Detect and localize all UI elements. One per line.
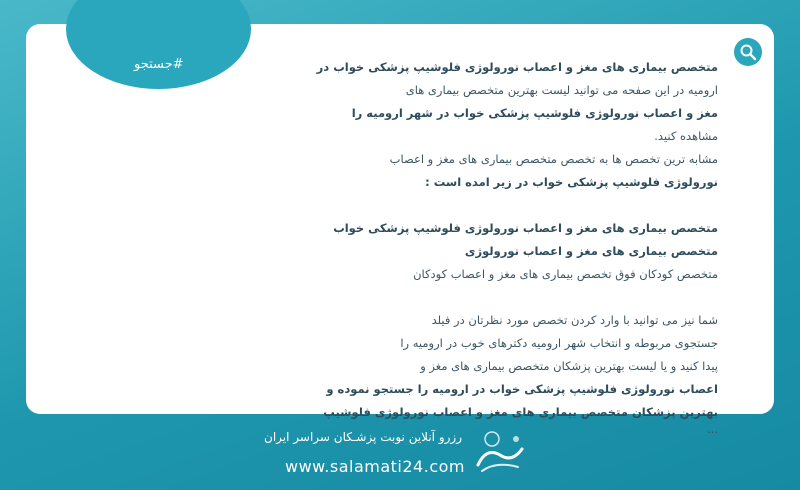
text-line: ارومیه در این صفحه می توانید لیست بهترین متخصص بیماری های xyxy=(405,83,718,97)
text-line: مغز و اعصاب نورولوژی فلوشیپ پزشکی خواب در شهر ارومیه را xyxy=(351,106,718,120)
footer-url-link[interactable]: www.salamati24.com xyxy=(285,457,465,476)
text-line: اعصاب نورولوژی فلوشیپ پزشکی خواب در ارومیه را جستجو نموده و xyxy=(326,382,718,396)
text-line: مشابه ترین تخصص ها به تخصص متخصص بیماری های مغز و اعصاب xyxy=(389,152,718,166)
line-spacer xyxy=(56,286,718,309)
text-line: متخصص کودکان فوق تخصص بیماری های مغز و اعصاب کودکان xyxy=(413,267,718,281)
ellipsis-text: ... xyxy=(707,422,718,436)
text-line: بهترین پزشکان متخصص بیماری های مغز و اعصاب نورولوژی فلوشیپ xyxy=(323,405,718,419)
text-line: شما نیز می توانید با وارد کردن تخصص مورد نظرتان در فیلد xyxy=(431,313,718,327)
text-line: نورولوژی فلوشیپ پزشکی خواب در زیر امده است : xyxy=(425,175,718,189)
text-line: جستجوی مربوطه و انتخاب شهر ارومیه دکترهای خوب در ارومیه را xyxy=(400,336,718,350)
salamati-logo-icon xyxy=(472,425,528,477)
description-text xyxy=(56,56,718,434)
text-line: پیدا کنید و یا لیست بهترین پزشکان متخصص بیماری های مغز و xyxy=(420,359,718,373)
text-line: متخصص بیماری های مغز و اعصاب نورولوژی فلوشیپ پزشکی خواب در xyxy=(316,60,718,74)
text-line: مشاهده کنید. xyxy=(654,129,718,143)
text-line: متخصص بیماری های مغز و اعصاب نورولوژی xyxy=(464,244,718,258)
search-button[interactable] xyxy=(734,38,762,66)
search-tab-label[interactable]: #جستجو xyxy=(134,57,184,72)
text-line: متخصص بیماری های مغز و اعصاب نورولوژی فلوشیپ پزشکی خواب xyxy=(333,221,718,235)
footer-tagline: رزرو آنلاین نوبت پزشـکان سراسر ایران xyxy=(264,430,462,444)
content-card xyxy=(26,24,774,436)
search-icon xyxy=(739,43,757,61)
line-spacer xyxy=(56,194,718,217)
